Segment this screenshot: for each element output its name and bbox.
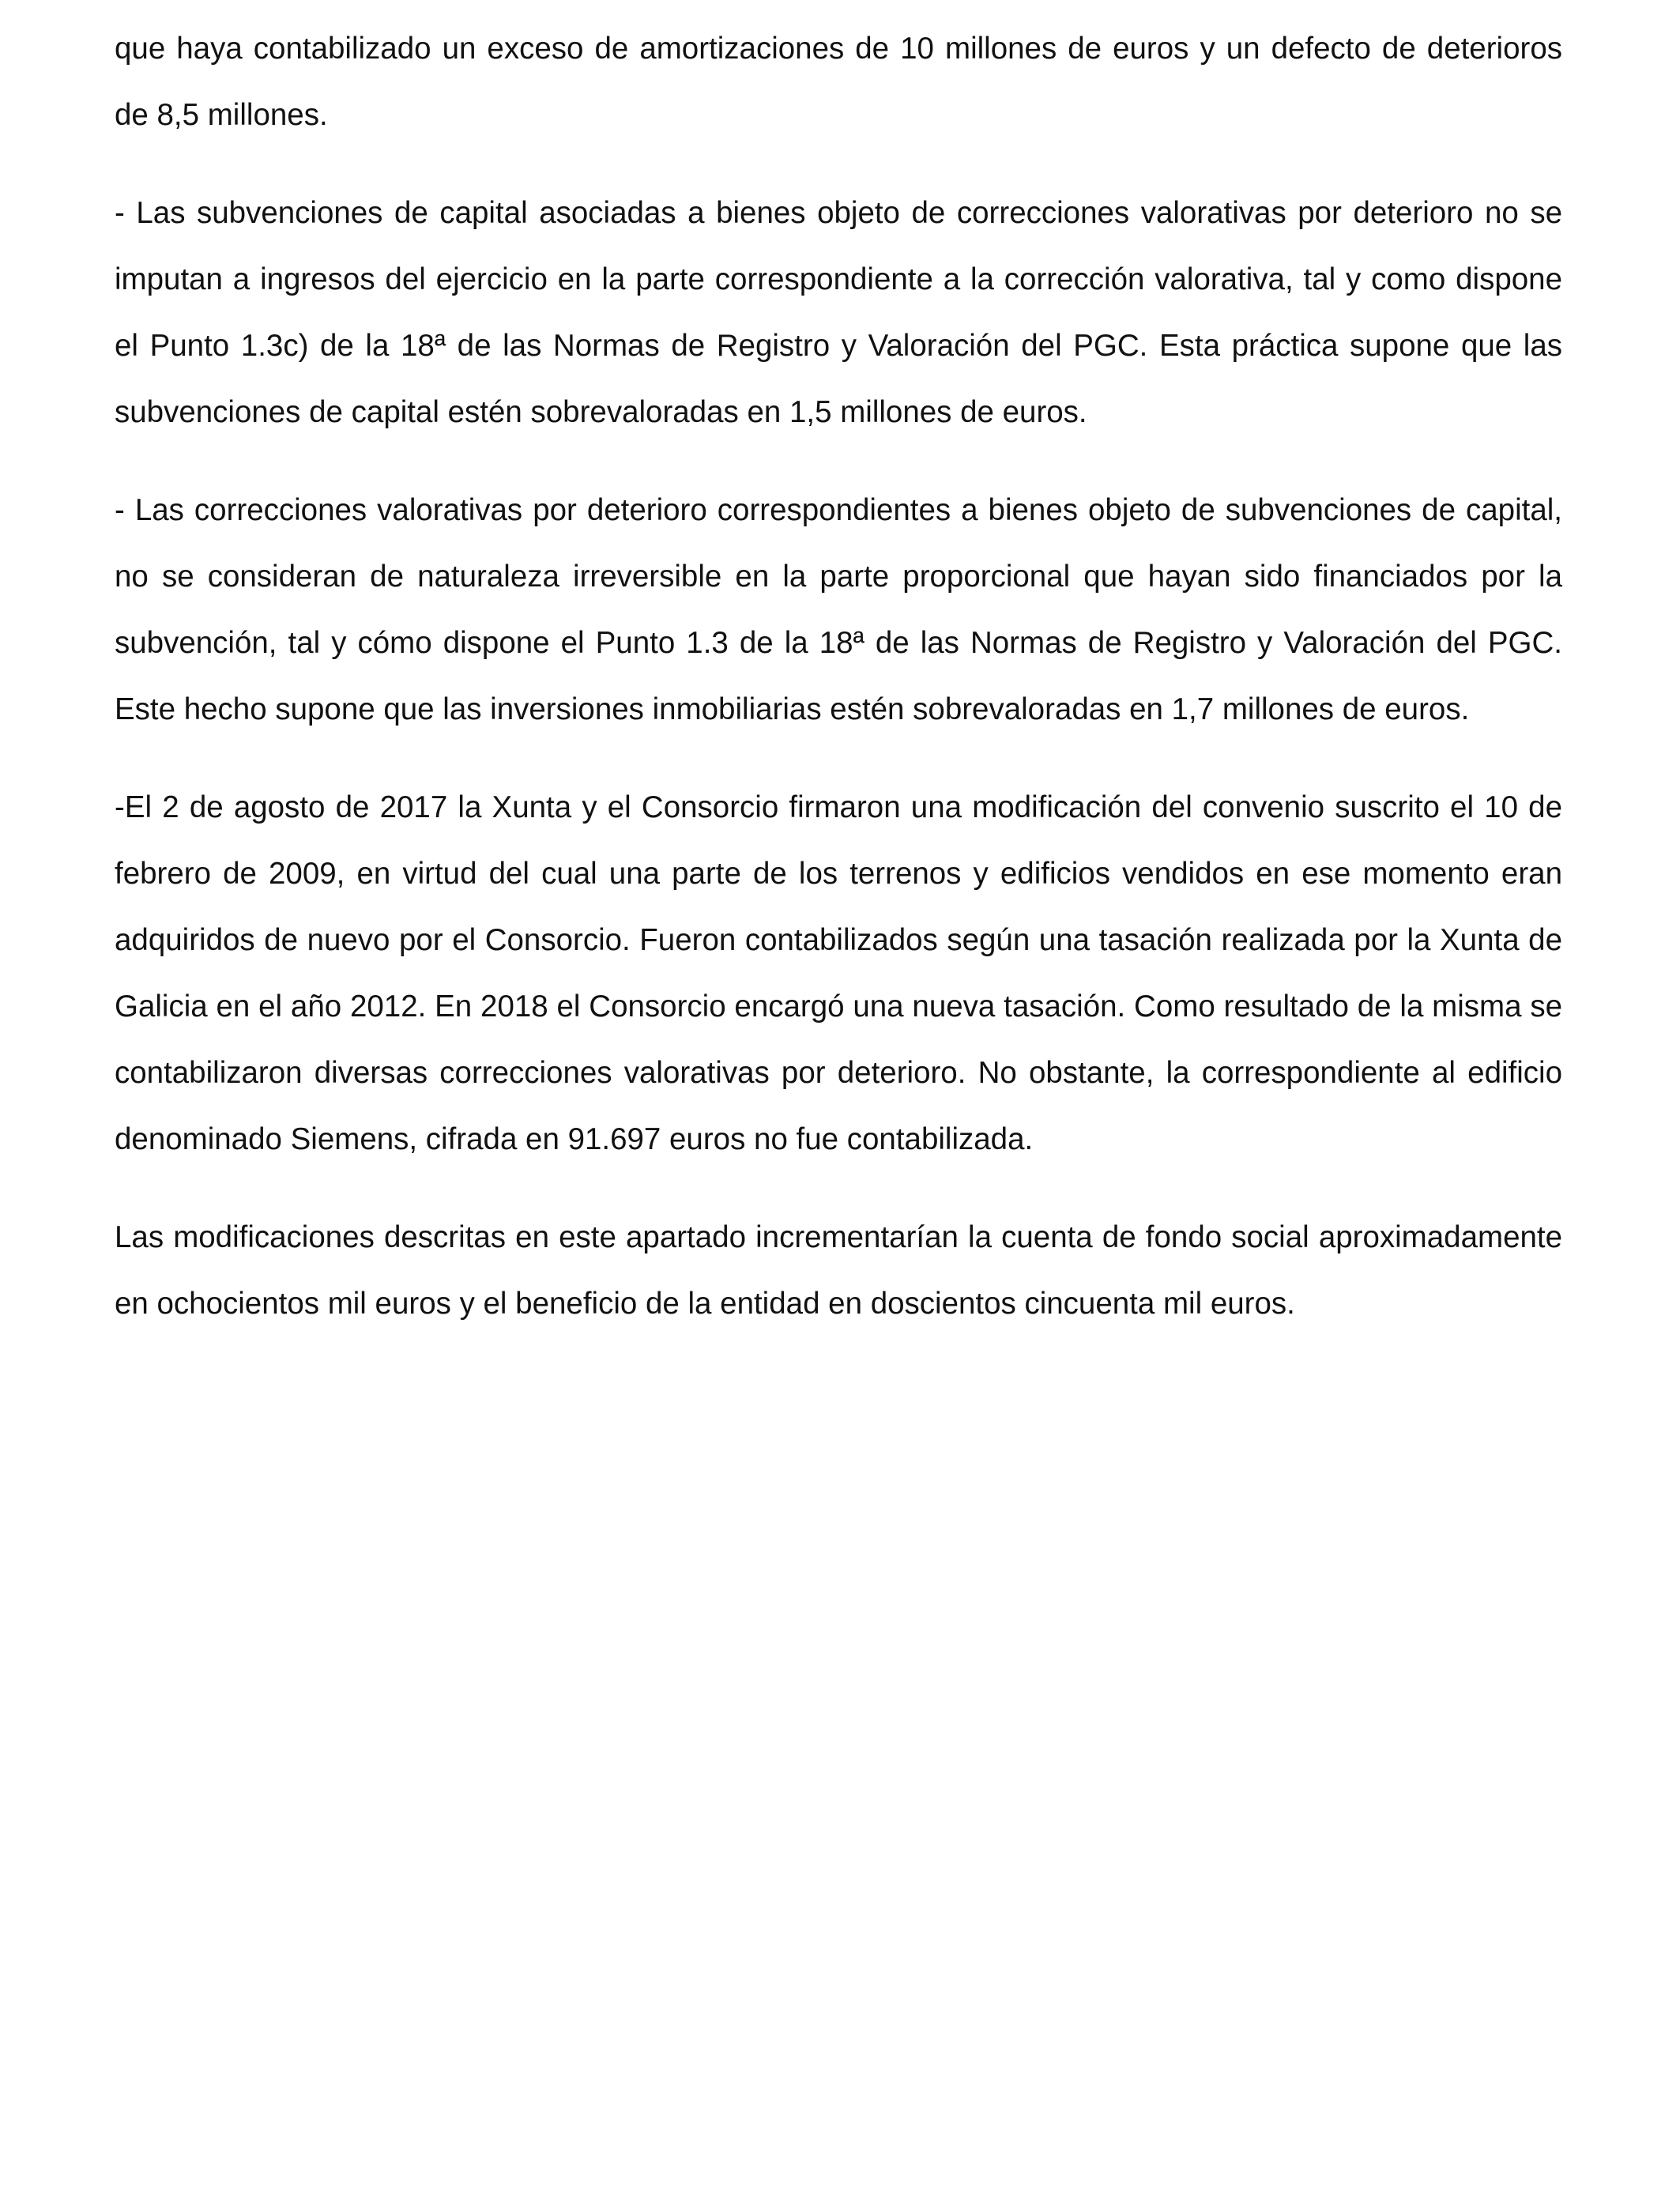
paragraph-correcciones-valorativas: - Las correcciones valorativas por deterioro correspondientes a bienes objeto de subvenciones de capital, no se consideran de naturaleza irreversible en la parte proporcional que hayan sido financiados por la subvención, tal y cómo dispone el Punto 1.3 de la 18ª de las Normas de Registro y Valoración del PGC. Este hecho supone que las inversiones inmobiliarias estén sobrevaloradas en 1,7 millones de euros. bbox=[115, 493, 1562, 726]
paragraph-subvenciones-capital: - Las subvenciones de capital asociadas a bienes objeto de correcciones valorativas por deterioro no se imputan a ingresos del ejercicio en la parte correspondiente a la corrección valorativa, tal y como dispone el Punto 1.3c) de la 18ª de las Normas de Registro y Valoración del PGC. Esta práctica supone que las subvenciones de capital estén sobrevaloradas en 1,5 millones de euros. bbox=[115, 196, 1562, 429]
paragraph-amortizaciones: que haya contabilizado un exceso de amortizaciones de 10 millones de euros y un defecto de deterioros de 8,5 millones. bbox=[115, 32, 1562, 132]
paragraph-convenio-xunta: -El 2 de agosto de 2017 la Xunta y el Consorcio firmaron una modificación del convenio suscrito el 10 de febrero de 2009, en virtud del cual una parte de los terrenos y edificios vendidos en ese momento eran adquiridos de nuevo por el Consorcio. Fueron contabilizados según una tasación realizada por la Xunta de Galicia en el año 2012. En 2018 el Consorcio encargó una nueva tasación. Como resultado de la misma se contabilizaron diversas correcciones valorativas por deterioro. No obstante, la correspondiente al edificio denominado Siemens, cifrada en 91.697 euros no fue contabilizada. bbox=[115, 790, 1562, 1156]
document-body bbox=[115, 16, 1562, 1369]
paragraph-conclusion: Las modificaciones descritas en este apartado incrementarían la cuenta de fondo social aproximadamente en ochocientos mil euros y el beneficio de la entidad en doscientos cincuenta mil euros. bbox=[115, 1220, 1562, 1321]
